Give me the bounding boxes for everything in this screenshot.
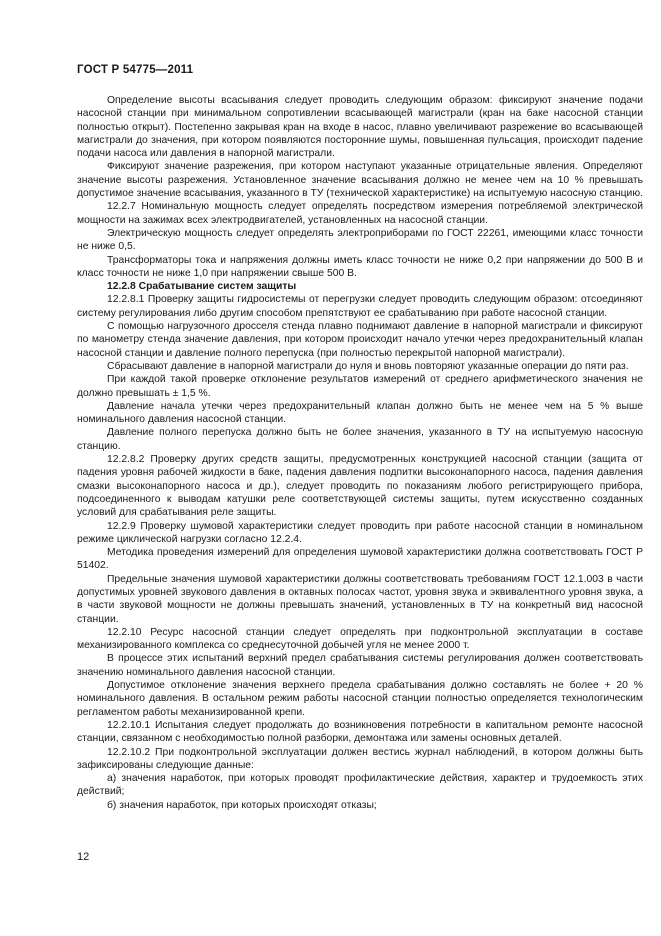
paragraph: 12.2.10.2 При подконтрольной эксплуатации должен вестись журнал наблюдений, в котором должны быть зафиксированы следующие данные:: [77, 746, 643, 771]
paragraph: В процессе этих испытаний верхний предел срабатывания системы регулирования должен соответствовать значению номинального давления насосной станции.: [77, 653, 643, 678]
paragraph: 12.2.10.1 Испытания следует продолжать до возникновения потребности в капитальном ремонте насосной станции, связанном с необходимостью полной разборки, демонтажа или замены основных деталей.: [77, 719, 643, 745]
list-item: а) значения наработок, при которых проводят профилактические действия, характер и трудоемкость этих действий;: [77, 773, 643, 798]
paragraph: 12.2.8.1 Проверку защиты гидросистемы от перегрузки следует проводить следующим образом: отсоединяют систему регулирования либо другим способом препятствуют ее срабатыванию при работе насосной станции.: [77, 294, 643, 319]
list-item: б) значения наработок, при которых происходят отказы;: [107, 799, 377, 811]
paragraph: Определение высоты всасывания следует проводить следующим образом: фиксируют значение подачи насосной станции при минимальном сопротивлении всасывающей магистрали (кран на баке насосной станции полностью открыт). Постепенно закрывая кран на входе в насос, плавно увеличивают разрежение во всасывающей магистрали до значения, при котором появляются посторонние шумы, повышенная пульсация, происходит падение подачи насоса или давления в напорной магистрали.: [77, 95, 643, 160]
document-header: ГОСТ Р 54775—2011: [77, 64, 194, 76]
paragraph: Методика проведения измерений для определения шумовой характеристики должна соответствовать ГОСТ Р 51402.: [77, 547, 643, 572]
paragraph: Электрическую мощность следует определять электроприборами по ГОСТ 22261, имеющими класс точности не ниже 0,5.: [77, 227, 643, 253]
document-body: [77, 94, 643, 812]
paragraph: 12.2.7 Номинальную мощность следует определять посредством измерения потребляемой электрической мощности на зажимах всех электродвигателей, установленных на насосной станции.: [77, 201, 643, 226]
paragraph: Сбрасывают давление в напорной магистрали до нуля и вновь повторяют указанные операции до пяти раз.: [107, 360, 629, 372]
paragraph: Фиксируют значение разрежения, при котором наступают указанные отрицательные явления. Определяют значение высоты разрежения. Установленное значение всасывания должно не менее чем на 10 % превышать допустимое значение всасывания, указанного в ТУ (технической характеристике) на испытуемую насосную станцию.: [77, 161, 643, 200]
paragraph: Давление полного перепуска должно быть не более значения, указанного в ТУ на испытуемую насосную станцию.: [77, 427, 643, 452]
paragraph: 12.2.10 Ресурс насосной станции следует определять при подконтрольной эксплуатации в составе механизированного комплекса со среднесуточной добычей угля не менее 2000 т.: [77, 626, 643, 652]
paragraph: Трансформаторы тока и напряжения должны иметь класс точности не ниже 0,2 при напряжении до 500 В и класс точности не ниже 1,0 при напряжении свыше 500 В.: [77, 254, 643, 279]
page-number: 12: [77, 851, 90, 863]
paragraph: Предельные значения шумовой характеристики должны соответствовать требованиям ГОСТ 12.1.003 в части допустимых уровней звукового давления в октавных полосах частот, уровня звука и эквивалентного уровня звука, а в части звуковой мощности не должны превышать значений, установленных в ТУ на конкретный вид насосной станции.: [77, 573, 643, 625]
paragraph: 12.2.8.2 Проверку других средств защиты, предусмотренных конструкцией насосной станции (защита от падения уровня рабочей жидкости в баке, падения давления подпитки высоконапорного насоса, падения давления смазки высоконапорного насоса и др.), следует проводить по показаниям любого регистрирующего прибора, подсоединенного к выводам катушки реле соответствующей системы защиты, путем искусственно созданных условий для срабатывания реле защиты.: [77, 454, 643, 519]
paragraph: С помощью нагрузочного дросселя стенда плавно поднимают давление в напорной магистрали и фиксируют по манометру стенда значение давления, при котором происходит начало утечки через предохранительный клапан насосной станции и давление полного перепуска (при полностью перекрытой напорной магистрали).: [77, 321, 643, 359]
paragraph: Допустимое отклонение значения верхнего предела срабатывания должно составлять не более + 20 % номинального давления. В остальном режим работы насосной станции полностью определяется технологическим регламентом работы механизированной крепи.: [77, 680, 643, 718]
paragraph: Давление начала утечки через предохранительный клапан должно быть не менее чем на 5 % выше номинального давления насосной станции.: [77, 400, 643, 426]
paragraph: При каждой такой проверке отклонение результатов измерений от среднего арифметического значения не должно превышать ± 1,5 %.: [77, 374, 643, 399]
paragraph: 12.2.9 Проверку шумовой характеристики следует проводить при работе насосной станции в номинальном режиме циклической нагрузки согласно 12.2.4.: [77, 520, 643, 545]
section-heading: 12.2.8 Срабатывание систем защиты: [107, 281, 297, 293]
